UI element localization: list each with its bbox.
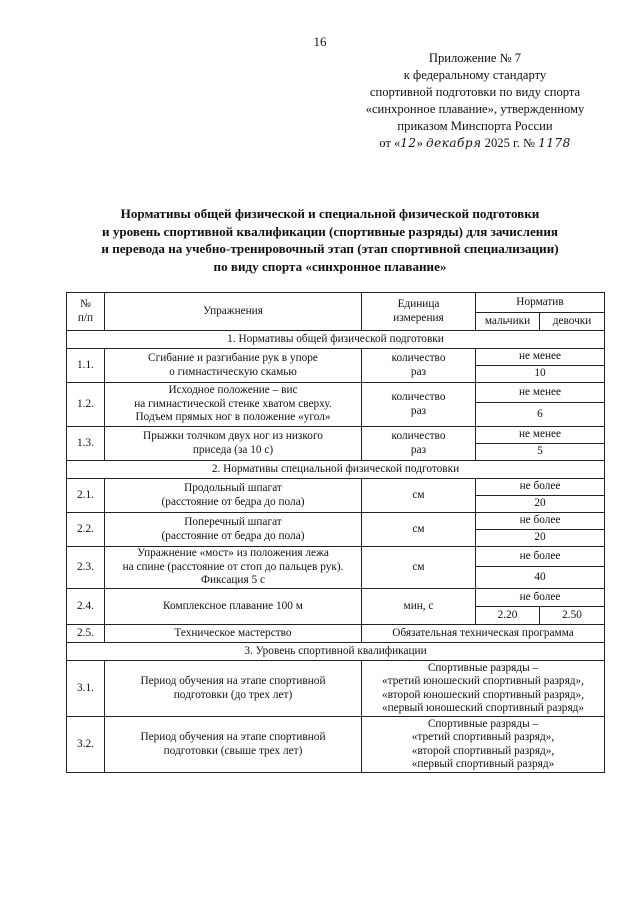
document-title [60, 205, 600, 275]
appendix-line-4: «синхронное плавание», утвержденному [365, 102, 585, 116]
title-line-3: и перевода на учебно-тренировочный этап (этап спортивной специализации) [101, 241, 559, 256]
handwritten-day: 12 [400, 136, 417, 150]
header-num: № п/п [67, 293, 105, 331]
row-num: 2.1. [67, 479, 105, 513]
row-unit: см [362, 479, 476, 513]
row-exercise: Техническое мастерство [105, 625, 362, 643]
date-mid: » [416, 136, 423, 150]
row-unit: см [362, 547, 476, 589]
row-num: 3.1. [67, 661, 105, 717]
row-value: 5 [476, 444, 605, 461]
section-2-title: 2. Нормативы специальной физической подготовки [67, 461, 605, 479]
row-value: 20 [476, 530, 605, 547]
row-exercise: Упражнение «мост» из положения лежа на спине (расстояние от стоп до пальцев рук). Фиксация 5 с [105, 547, 362, 589]
section-row [67, 643, 605, 661]
appendix-line-5: приказом Минспорта России [397, 119, 553, 133]
handwritten-month: декабря [426, 136, 482, 150]
row-value: 40 [476, 567, 605, 589]
table-row [67, 625, 605, 643]
row-value-boys: 2.20 [476, 607, 540, 625]
row-condition: не более [476, 547, 605, 567]
row-num: 1.3. [67, 427, 105, 461]
header-unit: Единица измерения [362, 293, 476, 331]
row-exercise: Поперечный шпагат (расстояние от бедра до пола) [105, 513, 362, 547]
row-exercise: Комплексное плавание 100 м [105, 589, 362, 625]
table-row [67, 547, 605, 567]
header-boys: мальчики [476, 313, 540, 331]
row-value: 20 [476, 496, 605, 513]
row-value-girls: 2.50 [540, 607, 605, 625]
appendix-header [330, 50, 620, 152]
table-row [67, 349, 605, 366]
row-value: 6 [476, 403, 605, 427]
row-unit: мин, с [362, 589, 476, 625]
row-exercise: Сгибание и разгибание рук в упоре о гимнастическую скамью [105, 349, 362, 383]
row-condition: не более [476, 589, 605, 607]
appendix-line-2: к федеральному стандарту [403, 68, 547, 82]
row-exercise: Продольный шпагат (расстояние от бедра до пола) [105, 479, 362, 513]
row-condition: не более [476, 513, 605, 530]
table-row [67, 589, 605, 607]
row-ranks: Спортивные разряды – «третий юношеский спортивный разряд», «второй юношеский спортивный разряд», «первый юношеский спортивный разряд» [362, 661, 605, 717]
header-norm: Норматив [476, 293, 605, 313]
header-girls: девочки [540, 313, 605, 331]
title-line-2: и уровень спортивной квалификации (спортивные разряды) для зачисления [102, 223, 558, 239]
row-program: Обязательная техническая программа [362, 625, 605, 643]
table-row [67, 661, 605, 717]
table-row [67, 479, 605, 496]
page-number: 16 [313, 34, 327, 49]
row-ranks: Спортивные разряды – «третий спортивный разряд», «второй спортивный разряд», «первый спортивный разряд» [362, 717, 605, 773]
standards-table [66, 292, 605, 773]
row-condition: не менее [476, 427, 605, 444]
row-exercise: Исходное положение – вис на гимнастической стенке хватом сверху. Подъем прямых ног в положение «угол» [105, 383, 362, 427]
appendix-line-3: спортивной подготовки по виду спорта [369, 85, 581, 99]
header-exercise: Упражнения [105, 293, 362, 331]
row-num: 2.3. [67, 547, 105, 589]
section-row [67, 331, 605, 349]
header-row [67, 293, 605, 313]
section-row [67, 461, 605, 479]
row-exercise: Период обучения на этапе спортивной подготовки (свыше трех лет) [105, 717, 362, 773]
row-num: 2.4. [67, 589, 105, 625]
handwritten-order-number: 1178 [538, 136, 571, 150]
year-part: 2025 г. № [484, 136, 536, 150]
row-value: 10 [476, 366, 605, 383]
row-num: 2.5. [67, 625, 105, 643]
row-unit: см [362, 513, 476, 547]
date-prefix: от « [379, 136, 401, 150]
section-1-title: 1. Нормативы общей физической подготовки [67, 331, 605, 349]
title-line-1: Нормативы общей физической и специальной физической подготовки [120, 206, 540, 221]
row-condition: не более [476, 479, 605, 496]
row-num: 1.2. [67, 383, 105, 427]
title-line-4: по виду спорта «синхронное плавание» [213, 258, 447, 274]
row-exercise: Прыжки толчком двух ног из низкого приседа (за 10 с) [105, 427, 362, 461]
table-row [67, 717, 605, 773]
row-num: 3.2. [67, 717, 105, 773]
row-condition: не менее [476, 383, 605, 403]
table-row [67, 513, 605, 530]
order-date-line [330, 135, 620, 152]
table-row [67, 383, 605, 403]
row-exercise: Период обучения на этапе спортивной подготовки (до трех лет) [105, 661, 362, 717]
row-unit: количество раз [362, 349, 476, 383]
section-3-title: 3. Уровень спортивной квалификации [67, 643, 605, 661]
row-num: 1.1. [67, 349, 105, 383]
table-row [67, 427, 605, 444]
row-condition: не менее [476, 349, 605, 366]
appendix-line-1: Приложение № 7 [428, 51, 522, 65]
row-unit: количество раз [362, 427, 476, 461]
row-num: 2.2. [67, 513, 105, 547]
row-unit: количество раз [362, 383, 476, 427]
